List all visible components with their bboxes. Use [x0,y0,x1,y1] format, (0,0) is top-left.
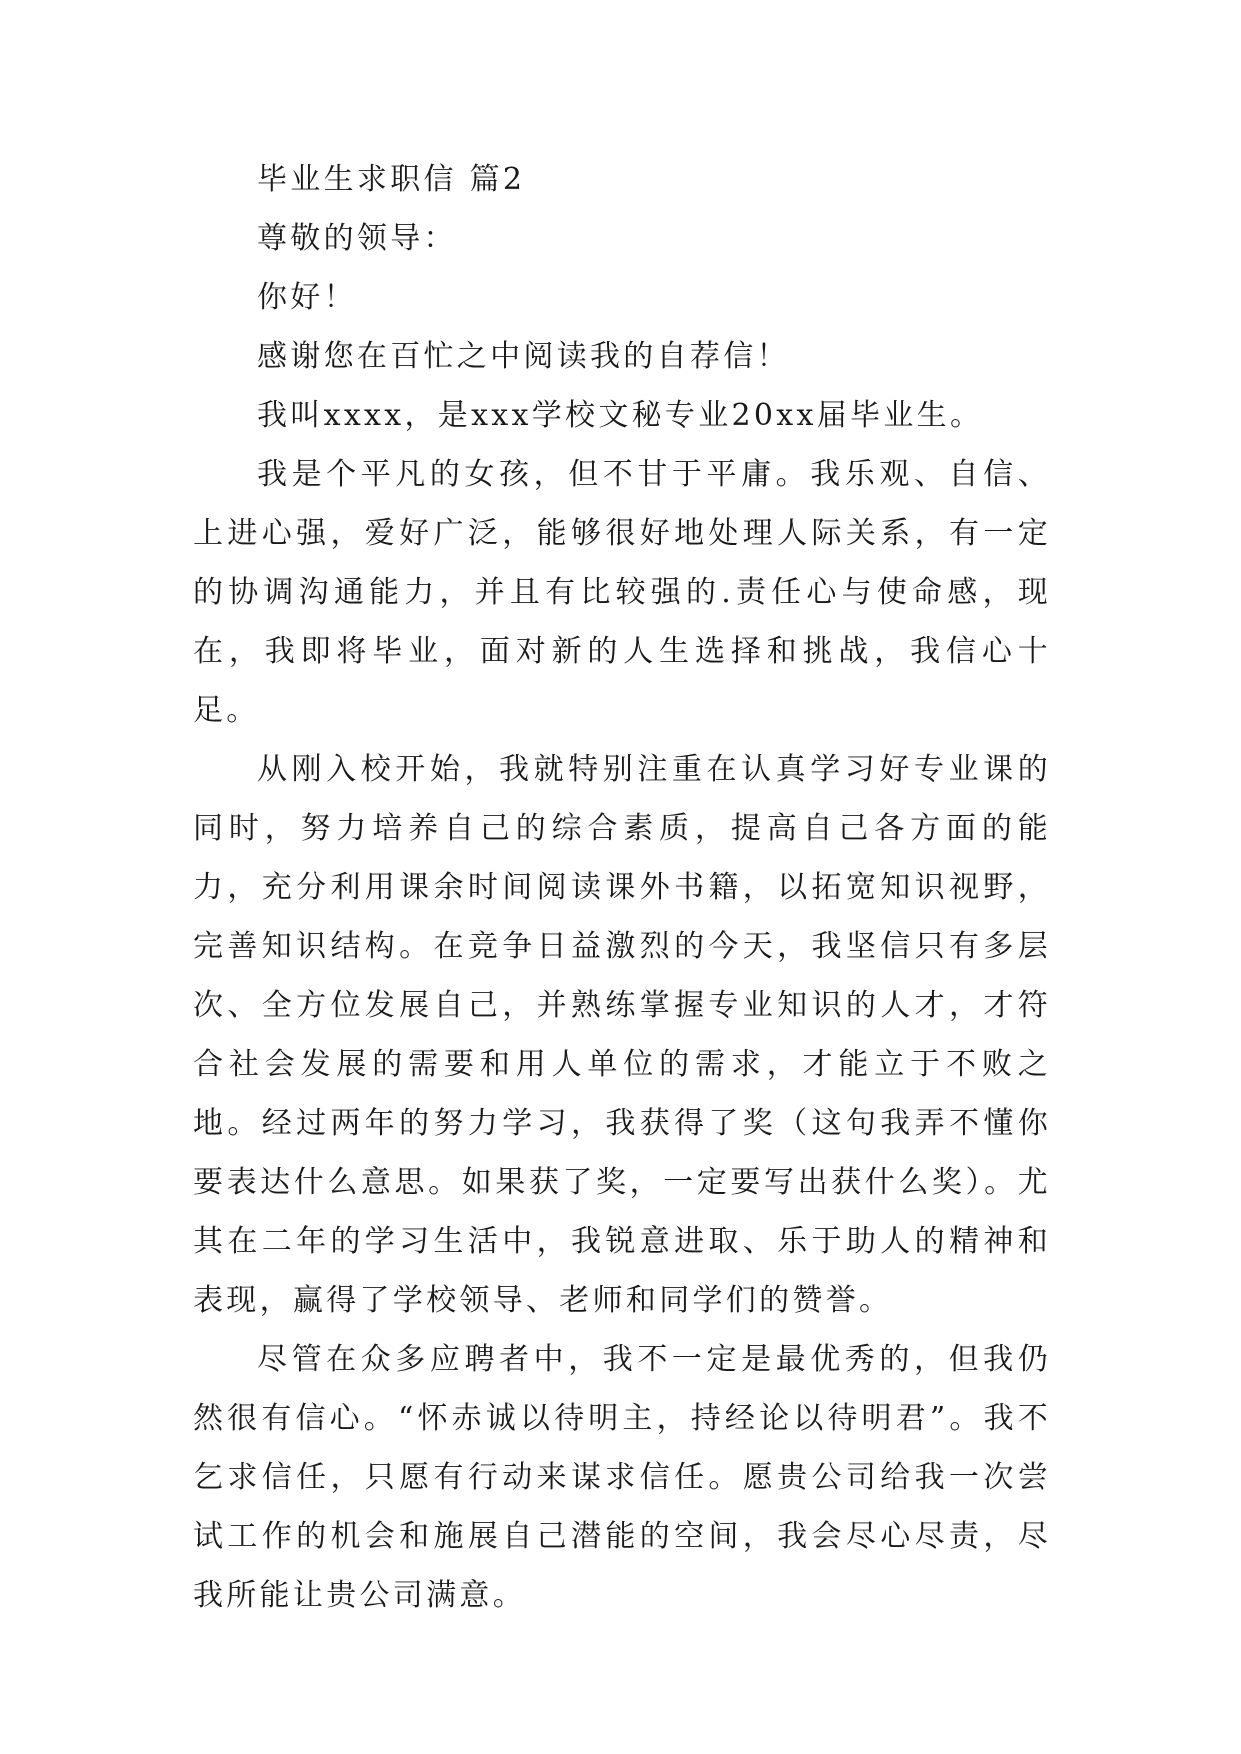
greeting: 你好！ [257,280,357,315]
paragraph-closing: 尽管在众多应聘者中，我不一定是最优秀的，但我仍然很有信心。“怀赤诚以待明主，持经论以待明君”。我不乞求信任，只愿有行动来谋求信任。愿贵公司给我一次尝试工作的机会和施展自己潜能的空间，我会尽心尽责，尽我所能让贵公司满意。 [193,1342,1051,1613]
paragraph-study: 从刚入校开始，我就特别注重在认真学习好专业课的同时，努力培养自己的综合素质，提高自己各方面的能力，充分利用课余时间阅读课外书籍，以拓宽知识视野，完善知识结构。在竞争日益激烈的今天，我坚信只有多层次、全方位发展自己，并熟练掌握专业知识的人才，才符合社会发展的需要和用人单位的需求，才能立于不败之地。经过两年的努力学习，我获得了奖（这句我弄不懂你要表达什么意思。如果获了奖，一定要写出获什么奖）。尤其在二年的学习生活中，我锐意进取、乐于助人的精神和表现，赢得了学校领导、老师和同学们的赞誉。 [193,752,1051,1318]
paragraph-personality: 我是个平凡的女孩，但不甘于平庸。我乐观、自信、上进心强，爱好广泛，能够很好地处理人际关系，有一定的协调沟通能力，并且有比较强的.责任心与使命感，现在，我即将毕业，面对新的人生选择和挑战，我信心十足。 [193,457,1051,728]
letter-heading: 毕业生求职信 篇2 [257,162,526,197]
intro-line: 我叫xxxx，是xxx学校文秘专业20xx届毕业生。 [257,398,984,433]
salutation: 尊敬的领导： [257,221,457,256]
letter-body [193,150,1051,1625]
thanks-line: 感谢您在百忙之中阅读我的自荐信！ [257,339,790,374]
